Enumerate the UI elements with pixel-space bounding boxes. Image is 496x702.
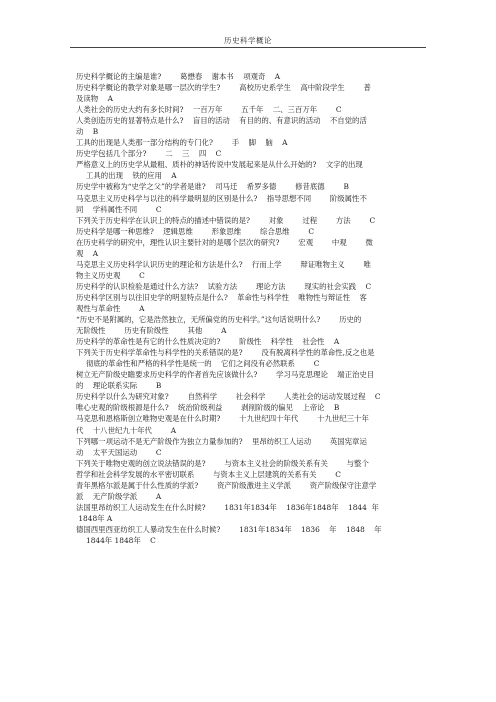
text-line: 历史科学区别与以往旧史学的明显特点是什么? 革命性与科学性 唯物性与辩证性 客	[76, 292, 367, 302]
text-line: 在历史科学的研究中，理性认识主要针对的是哪个层次的研究? 宏观 中观 微	[76, 237, 373, 247]
header-divider	[70, 47, 426, 48]
text-line: 马克思和恩格斯创立唯物史观是在什么时期? 十九世纪四十年代 十九世纪三十年	[76, 414, 369, 424]
text-line: 工具的出现是人类那一部分结构的专门化? 手 脚 脑 A	[76, 138, 288, 148]
text-line: 下列关于历史科学革命性与科学性的关系错误的是? 没有脱离科学性的革命性,反之也是	[76, 348, 375, 358]
text-line: 历史学中被称为“史学之父”的学者是谁? 司马迁 希罗多德 修昔底德 B	[76, 182, 349, 192]
text-line: 及读物 A	[76, 94, 113, 104]
text-line: 唯心史观的阶级根源是什么? 统治阶级利益 剥削阶级的偏见 上帝论 B	[76, 403, 340, 413]
text-line: 德国西里西亚纺织工人暴动发生在什么时候? 1831年1834年 1836 年 1848 年	[76, 524, 382, 534]
text-line: 彻底的革命性和严格的科学性是统一的 它们之间没有必然联系 C	[86, 359, 320, 369]
text-line: “历史不是附属的，它是浩然独立，无所偏党的历史科学。”这句话说明什么? 历史的	[76, 315, 362, 325]
text-line: 下列关于历史科学在认识上的特点的描述中错误的是? 对象 过程 方法 C	[76, 215, 376, 225]
text-line: 马克思主义历史科学认识历史的理论和方法是什么? 行而上学 辩证唯物主义 唯	[76, 259, 371, 269]
text-line: 历史科学是哪一种思维? 逻辑思维 形象思维 综合思维 C	[76, 226, 314, 236]
text-line: 物主义历史观 C	[76, 270, 145, 280]
text-line: 无阶级性 历史有阶级性 其他 A	[76, 326, 227, 336]
text-line: 人类创造历史的显著特点是什么? 盲目的活动 有目的的、有意识的活动 不自觉的活	[76, 116, 367, 126]
text-line: 马克思主义历史科学与以往的科学最明显的区别是什么? 指导思想不同 阶级属性不	[76, 193, 367, 203]
text-line: 青年黑格尔派是属于什么性质的学派? 资产阶级激进主义学派 资产阶级保守注意学	[76, 480, 377, 490]
text-line: 历史科学的认识检验是通过什么方法? 试验方法 理论方法 现实的社会实践 C	[76, 281, 372, 291]
text-line: 的 理论联系实际 B	[76, 381, 162, 391]
text-line: 历史科学的革命性是有它的什么性质决定的? 阶级性 科学性 社会性 A	[76, 337, 340, 347]
text-line: 动 太平天国运动 C	[76, 447, 162, 457]
text-line: 1848年 A	[76, 513, 113, 523]
page-title: 历史科学概论	[224, 36, 272, 45]
text-line: 观 A	[76, 248, 99, 258]
text-line: 工具的出现 铁的应用 A	[86, 171, 177, 181]
text-line: 下列关于唯物史观的创立说法错误的是? 与资本主义社会的阶级关系有关 与整个	[76, 458, 369, 468]
page-header	[0, 0, 496, 52]
text-line: 人类社会的历史大约有多长时间? 一百万年 五千年 二、三百万年 C	[76, 105, 342, 115]
text-line: 严格意义上的历史学从最粗、质朴的神话传说中发展起来是从什么开始的? 文字的出现	[76, 160, 363, 170]
text-line: 同 学科属性不同 C	[76, 204, 162, 214]
text-line: 代 十八世纪九十年代 A	[76, 425, 177, 435]
text-line: 历史科学以什么为研究对象? 自然科学 社会科学 人类社会的运动发展过程 C	[76, 392, 381, 402]
text-line: 动 B	[76, 127, 99, 137]
text-line: 历史学包括几个部分? 二 三 四 C	[76, 149, 222, 159]
text-line: 历史科学概论的主编是谁? 葛懋春 谢本书 项观奇 A	[76, 72, 281, 81]
text-line: 哲学和社会科学发展的水平密切联系 与资本主义上层建筑的关系有关 C	[76, 469, 341, 479]
document-body	[76, 71, 422, 546]
text-line: 历史科学概论的教学对象是哪一层次的学生? 高校历史系学生 高中阶段学生 普	[76, 83, 371, 93]
text-line: 下列哪一项运动不是无产阶级作为独立力量参加的? 里昂纺织工人运动 英国宪章运	[76, 436, 367, 446]
text-line: 树立无产阶级史瞻要求历史科学的作者首先应该做什么? 学习马克思理论 端正治史目	[76, 370, 375, 380]
text-line: 观性与革命性 A	[76, 303, 145, 313]
text-line: 1844年 1848年 C	[86, 535, 156, 545]
text-line: 法国里昂纺织工人运动发生在什么时候? 1831年1834年 1836年1848年 1844 年	[76, 502, 379, 512]
text-line: 派 无产阶级学派 A	[76, 491, 162, 501]
